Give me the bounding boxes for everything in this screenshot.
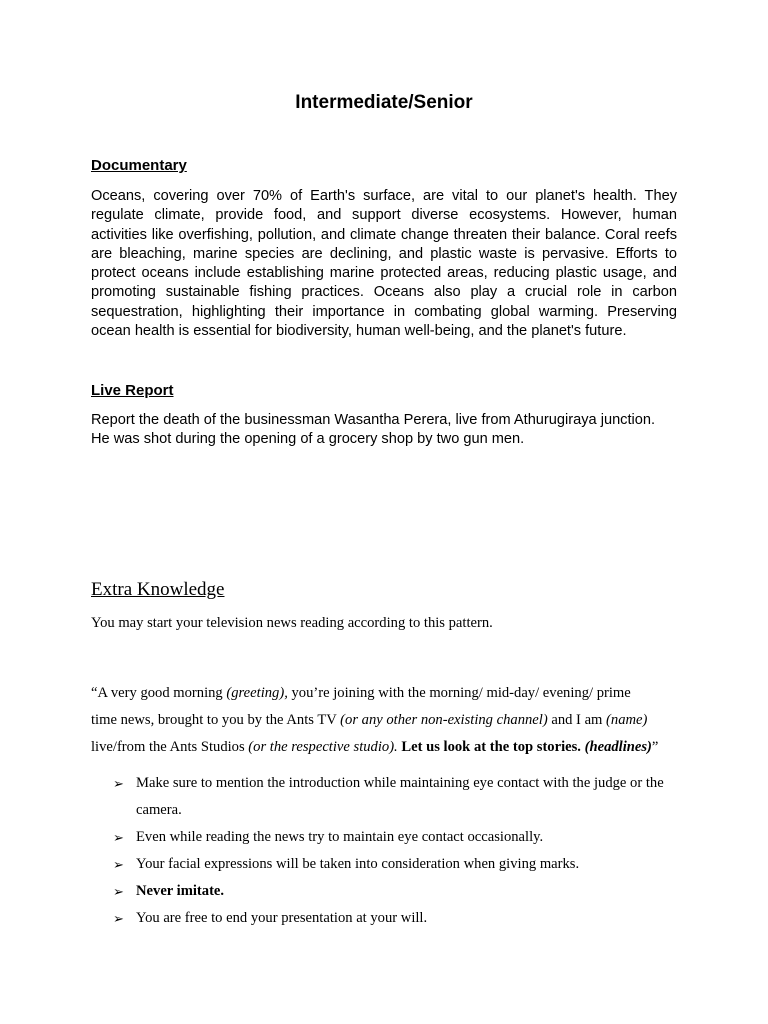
extra-knowledge-intro: You may start your television news reading according to this pattern. bbox=[91, 615, 493, 631]
paragraph-line: activities like overfishing, pollution, and climate change threaten their balance. Coral reefs bbox=[91, 226, 677, 243]
list-item bbox=[113, 905, 673, 932]
page-title: Intermediate/Senior bbox=[295, 92, 473, 113]
list-item bbox=[113, 851, 673, 878]
list-item bbox=[113, 824, 673, 851]
list-item-text: Never imitate. bbox=[136, 883, 225, 899]
template-line bbox=[91, 680, 681, 707]
arrow-bullet-icon: ➢ bbox=[113, 857, 124, 872]
arrow-bullet-icon: ➢ bbox=[113, 776, 124, 791]
arrow-bullet-icon: ➢ bbox=[113, 830, 124, 845]
template-placeholder: (greeting), bbox=[226, 685, 288, 701]
template-text: ” bbox=[651, 739, 659, 755]
template-placeholder: (name) bbox=[606, 712, 648, 728]
template-text: and I am bbox=[547, 712, 607, 728]
template-placeholder: (headlines) bbox=[584, 739, 652, 755]
list-item bbox=[113, 878, 673, 905]
list-item-text: Your facial expressions will be taken into consideration when giving marks. bbox=[136, 856, 580, 872]
paragraph-line: He was shot during the opening of a grocery shop by two gun men. bbox=[91, 431, 525, 448]
arrow-bullet-icon: ➢ bbox=[113, 884, 124, 899]
news-opening-template bbox=[91, 680, 681, 761]
paragraph-line: regulate climate, provide food, and support diverse ecosystems. However, human bbox=[91, 207, 677, 224]
live-report-paragraph bbox=[91, 411, 677, 450]
list-item-text: You are free to end your presentation at your will. bbox=[136, 910, 428, 926]
template-text: you’re joining with the morning/ mid-day/ evening/ prime bbox=[287, 685, 631, 701]
paragraph-line: protect oceans include establishing marine protected areas, reducing plastic usage, and bbox=[91, 265, 677, 282]
template-placeholder: (or the respective studio). bbox=[248, 739, 398, 755]
template-text: live/from the Ants Studios bbox=[91, 739, 249, 755]
list-item-text: Make sure to mention the introduction while maintaining eye contact with the judge or the camera. bbox=[136, 775, 664, 818]
paragraph-line: Report the death of the businessman Wasantha Perera, live from Athurugiraya junction. bbox=[91, 412, 656, 428]
template-emphasis: Let us look at the top stories. bbox=[397, 739, 585, 755]
list-item bbox=[113, 770, 673, 824]
tips-list bbox=[113, 770, 673, 932]
extra-knowledge-heading: Extra Knowledge bbox=[91, 579, 225, 600]
template-line bbox=[91, 707, 681, 734]
documentary-heading: Documentary bbox=[91, 157, 187, 174]
template-line bbox=[91, 734, 681, 761]
documentary-paragraph bbox=[91, 187, 677, 341]
paragraph-line: Oceans, covering over 70% of Earth's surface, are vital to our planet's health. They bbox=[91, 188, 677, 204]
template-text: “A very good morning bbox=[91, 685, 227, 701]
list-item-text: Even while reading the news try to maintain eye contact occasionally. bbox=[136, 829, 544, 845]
arrow-bullet-icon: ➢ bbox=[113, 911, 124, 926]
template-text: time news, brought to you by the Ants TV bbox=[91, 712, 341, 728]
paragraph-line: sequestration, highlighting their importance in combating global warming. Preserving bbox=[91, 303, 677, 320]
live-report-heading: Live Report bbox=[91, 382, 174, 399]
paragraph-line: are bleaching, marine species are declining, and plastic waste is pervasive. Efforts to bbox=[91, 245, 677, 262]
paragraph-line: promoting sustainable fishing practices. Oceans also play a crucial role in carbon bbox=[91, 284, 677, 301]
template-placeholder: (or any other non-existing channel) bbox=[340, 712, 548, 728]
paragraph-line: ocean health is essential for biodiversity, human well-being, and the planet's future. bbox=[91, 323, 627, 340]
